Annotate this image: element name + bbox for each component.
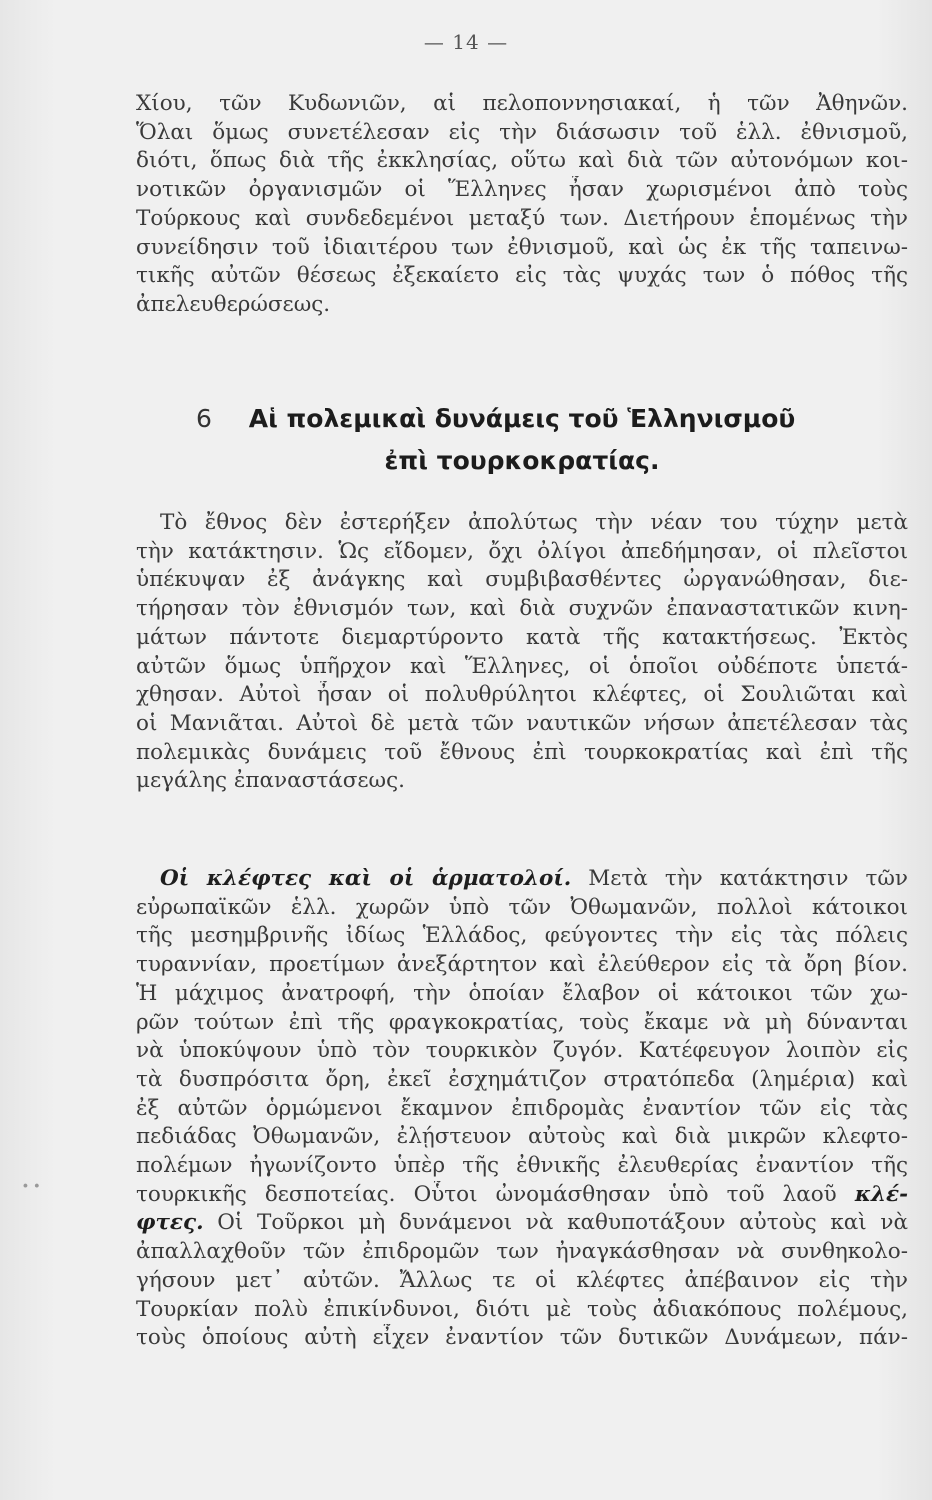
- text-line: Τούρκους καὶ συνδεδεμένοι μεταξύ των. Διετήρουν ἑπομένως τὴν: [136, 205, 908, 231]
- text-line: Τὸ ἔθνος δὲν ἐστερήξεν ἀπολύτως τὴν νέαν του τύχην μετὰ: [160, 510, 908, 535]
- text-line: [136, 1209, 908, 1238]
- subsection-heading: Οἱ κλέφτες καὶ οἱ ἁρματολοί.: [160, 866, 572, 891]
- text-line: πεδιάδας Ὀθωμανῶν, ἐλῄστευον αὐτοὺς καὶ διὰ μικρῶν κλεφτο-: [136, 1124, 908, 1150]
- text-line: Ἡ μάχιμος ἀνατροφή, τὴν ὁποίαν ἔλαβον οἱ κάτοικοι τῶν χω-: [136, 980, 908, 1006]
- text-line: ἐξ αὐτῶν ὁρμώμενοι ἔκαμνον ἐπιδρομὰς ἐναντίον τῶν εἰς τὰς: [136, 1095, 908, 1121]
- paragraph-1: [136, 90, 908, 320]
- text-line: ἀπελευθερώσεως.: [136, 291, 331, 317]
- text-line: χθησαν. Αὐτοὶ ἦσαν οἱ πολυθρύλητοι κλέφτες, οἱ Σουλιῶται καὶ: [136, 682, 908, 708]
- text-line: τυραννίαν, προετίμων ἀνεξάρτητον καὶ ἐλεύθερον εἰς τὰ ὄρη βίον.: [136, 952, 908, 978]
- text-line: διότι, ὅπως διὰ τῆς ἐκκλησίας, οὕτω καὶ διὰ τῶν αὐτονόμων κοι-: [136, 148, 908, 174]
- text-line: πολεμικὰς δυνάμεις τοῦ ἔθνους ἐπὶ τουρκοκρατίας καὶ ἐπὶ τῆς: [136, 739, 908, 765]
- text-fragment: Μετὰ τὴν κατάκτησιν τῶν: [588, 866, 908, 891]
- section-number: 6: [196, 404, 212, 433]
- page-number: — 14 —: [423, 30, 509, 54]
- text-line: νοτικῶν ὀργανισμῶν οἱ Ἕλληνες ἦσαν χωρισμένοι ἀπὸ τοὺς: [136, 177, 908, 203]
- text-line: μάτων πάντοτε διεμαρτύροντο κατὰ τῆς κατακτήσεως. Ἐκτὸς: [136, 624, 908, 650]
- emphasis-kleftes: φτες.: [136, 1210, 204, 1236]
- text-line: συνείδησιν τοῦ ἰδιαιτέρου των ἐθνισμοῦ, καὶ ὡς ἐκ τῆς ταπεινω-: [136, 234, 908, 260]
- text-line: νὰ ὑποκύψουν ὑπὸ τὸν τουρκικὸν ζυγόν. Κατέφευγον λοιπὸν εἰς: [136, 1038, 908, 1064]
- paragraph-3: [136, 865, 908, 1353]
- text-line: οἱ Μανιᾶται. Αὐτοὶ δὲ μετὰ τῶν ναυτικῶν νήσων ἀπετέλεσαν τὰς: [136, 710, 908, 736]
- text-line: Ὅλαι ὅμως συνετέλεσαν εἰς τὴν διάσωσιν τοῦ ἑλλ. ἐθνισμοῦ,: [136, 119, 908, 145]
- section-title-line-2: ἐπὶ τουρκοκρατίας.: [384, 446, 660, 475]
- paragraph-2: [136, 509, 908, 796]
- text-fragment: Οἱ Τοῦρκοι μὴ δυνάμενοι νὰ καθυποτάξουν αὐτοὺς καὶ νὰ: [217, 1210, 908, 1236]
- text-line: τὴν κατάκτησιν. Ὡς εἴδομεν, ὄχι ὀλίγοι ἀπεδήμησαν, οἱ πλεῖστοι: [136, 538, 908, 564]
- text-line: [136, 865, 908, 894]
- text-line: τὰ δυσπρόσιτα ὄρη, ἐκεῖ ἐσχημάτιζον στρατόπεδα (λημέρια) καὶ: [136, 1066, 908, 1092]
- text-line: Τουρκίαν πολὺ ἐπικίνδυνοι, διότι μὲ τοὺς ἀδιακόπους πολέμους,: [136, 1296, 908, 1322]
- text-line: αὐτῶν ὅμως ὑπῆρχον καὶ Ἕλληνες, οἱ ὁποῖοι οὐδέποτε ὑπετά-: [136, 653, 908, 679]
- section-title-line-1: Αἱ πολεμικαὶ δυνάμεις τοῦ Ἑλληνισμοῦ: [248, 404, 796, 433]
- text-line: Χίου, τῶν Κυδωνιῶν, αἱ πελοποννησιακαί, ἡ τῶν Ἀθηνῶν.: [136, 91, 908, 116]
- margin-speck: ∙ ∙: [22, 1178, 41, 1194]
- section-heading: [136, 398, 908, 482]
- text-line: ρῶν τούτων ἐπὶ τῆς φραγκοκρατίας, τοὺς ἔκαμε νὰ μὴ δύνανται: [136, 1009, 908, 1035]
- text-line: εὐρωπαϊκῶν ἑλλ. χωρῶν ὑπὸ τῶν Ὀθωμανῶν, πολλοὶ κάτοικοι: [136, 894, 908, 920]
- emphasis-kleftes: κλέ-: [854, 1181, 908, 1207]
- text-line: ὑπέκυψαν ἐξ ἀνάγκης καὶ συμβιβασθέντες ὠργανώθησαν, διε-: [136, 567, 908, 593]
- text-line: ἀπαλλαχθοῦν τῶν ἐπιδρομῶν των ἠναγκάσθησαν νὰ συνθηκολο-: [136, 1239, 908, 1265]
- text-line: [136, 1181, 908, 1210]
- text-line: τῆς μεσημβρινῆς ἰδίως Ἑλλάδος, φεύγοντες τὴν εἰς τὰς πόλεις: [136, 923, 908, 949]
- text-line: τοὺς ὁποίους αὐτὴ εἶχεν ἐναντίον τῶν δυτικῶν Δυνάμεων, πάν-: [136, 1325, 908, 1351]
- text-line: τικῆς αὐτῶν θέσεως ἐξεκαίετο εἰς τὰς ψυχάς των ὁ πόθος τῆς: [136, 263, 908, 289]
- text-line: τήρησαν τὸν ἐθνισμόν των, καὶ διὰ συχνῶν ἐπαναστατικῶν κινη-: [136, 596, 908, 622]
- text-line: μεγάλης ἐπαναστάσεως.: [136, 768, 405, 794]
- text-line: γήσουν μετ᾿ αὐτῶν. Ἄλλως τε οἱ κλέφτες ἀπέβαινον εἰς τὴν: [136, 1267, 908, 1293]
- text-fragment: τουρκικῆς δεσποτείας. Οὗτοι ὠνομάσθησαν ὑπὸ τοῦ λαοῦ: [136, 1181, 837, 1207]
- text-line: πολέμων ἠγωνίζοντο ὑπὲρ τῆς ἐθνικῆς ἐλευθερίας ἐναντίον τῆς: [136, 1153, 908, 1179]
